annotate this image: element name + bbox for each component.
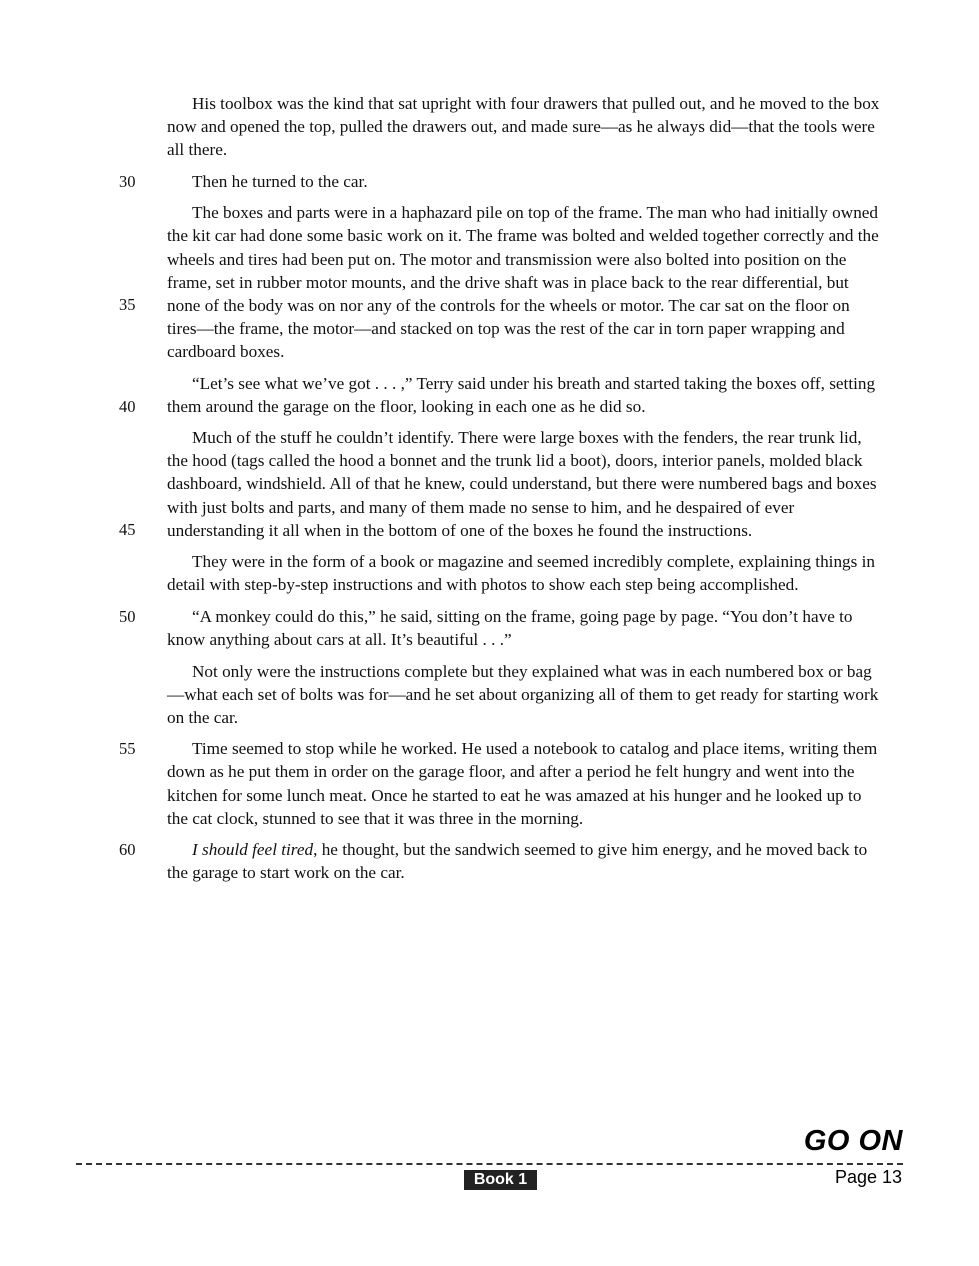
paragraph-6 [167,550,882,596]
paragraph-5 [119,426,882,541]
paragraph-2 [119,170,882,193]
line-number-30: 30 [119,171,136,191]
go-on-label: GO ON [803,1125,903,1157]
reading-passage [119,92,882,893]
paragraph-9 [119,737,882,829]
paragraph-text: “Let’s see what we’ve got . . . ,” Terry said under his breath and started taking the boxes off, setting them around the garage on the floor, looking in each one as he did so. [167,373,876,416]
paragraph-10 [119,838,882,884]
paragraph-text: , he thought, but the sandwich seemed to give him energy, and he moved back to the garage to start work on the car. [167,840,868,883]
paragraph-7 [119,605,882,651]
dashed-divider [76,1163,903,1165]
paragraph-text: Not only were the instructions complete but they explained what was in each numbered box or bag—what each set of bolts was for—and he set about organizing all of them to get ready for starting work on the car. [167,661,879,727]
paragraph-1 [167,92,882,161]
line-number-50: 50 [119,606,136,626]
page-number: Page 13 [834,1167,902,1187]
paragraph-text: Time seemed to stop while he worked. He used a notebook to catalog and place items, writing them down as he put them in order on the garage floor, and after a period he felt hungry and went into the kitchen for some lunch meat. Once he started to eat he was amazed at his hunger and he looked up to the cat clock, stunned to see that it was three in the morning. [167,739,878,828]
line-number-45: 45 [119,520,136,540]
line-number-35: 35 [119,295,136,315]
line-number-55: 55 [119,739,136,759]
book-label: Book 1 [464,1170,537,1190]
paragraph-text: Much of the stuff he couldn’t identify. There were large boxes with the fenders, the rear trunk lid, the hood (tags called the hood a bonnet and the trunk lid a boot), doors, interior panels, molded black dashboard, windshield. All of that he knew, could understand, but there were numbered bags and boxes with just bolts and parts, and many of them made no sense to him, and he despaired of ever understanding it all when in the bottom of one of the boxes he found the instructions. [167,428,877,540]
paragraph-8 [167,660,882,729]
paragraph-4 [119,372,882,418]
line-number-60: 60 [119,840,136,860]
paragraph-text: They were in the form of a book or magazine and seemed incredibly complete, explaining things in detail with step-by-step instructions and with photos to show each step being accomplished. [167,552,875,595]
paragraph-text: The boxes and parts were in a haphazard pile on top of the frame. The man who had initially owned the kit car had done some basic work on it. The frame was bolted and welded together correctly and the wheels and tires had been put on. The motor and transmission were also bolted into position on the frame, set in rubber motor mounts, and the drive shaft was in place back to the rear differential, but none of the body was on nor any of the controls for the wheels or motor. The car sat on the floor on tires—the frame, the motor—and stacked on top was the rest of the car in torn paper wrapping and cardboard boxes. [167,203,879,361]
paragraph-text: Then he turned to the car. [192,171,368,191]
paragraph-text: His toolbox was the kind that sat upright with four drawers that pulled out, and he moved to the box now and opened the top, pulled the drawers out, and made sure—as he always did—that the tools were all there. [167,94,880,160]
paragraph-text: “A monkey could do this,” he said, sitting on the frame, going page by page. “You don’t have to know anything about cars at all. It’s beautiful . . .” [167,606,853,649]
italic-thought: I should feel tired [192,840,314,860]
paragraph-3 [119,201,882,363]
line-number-40: 40 [119,396,136,416]
